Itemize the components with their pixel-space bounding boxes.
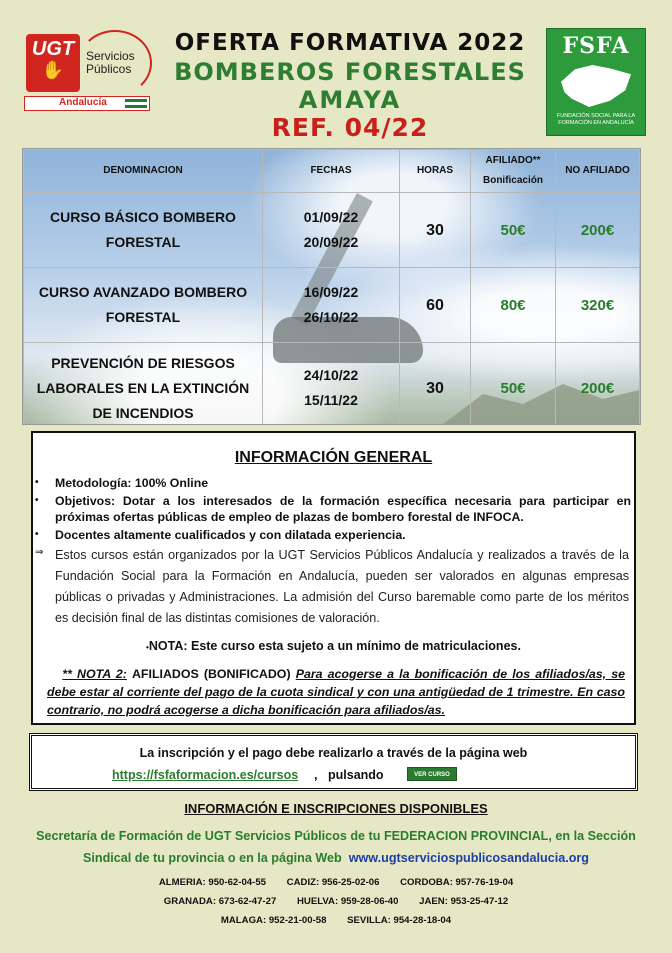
member-price: 80€ bbox=[471, 268, 556, 343]
course-dates bbox=[263, 268, 400, 343]
info-paragraph: Estos cursos están organizados por la UGT Servicios Públicos Andalucía y realizados a través de la Fundación Social para la Formación en Andalucía, pueden ser valorados en algunas empresas públicas o privadas y Administraciones. La admisión del Curso baremable como parte de los méritos es decisión final de las distintas comisiones de valoración. bbox=[55, 548, 629, 625]
header-member-line2: Bonificación bbox=[482, 175, 543, 186]
table-row bbox=[24, 193, 640, 268]
course-name-line: PREVENCIÓN DE RIESGOS bbox=[51, 354, 235, 371]
course-name bbox=[24, 343, 263, 426]
contact-cordoba: CORDOBA: 957-76-19-04 bbox=[400, 877, 514, 888]
registration-pressing-label: pulsando bbox=[328, 768, 384, 782]
bullet-icon: • bbox=[35, 529, 39, 540]
course-hours: 30 bbox=[400, 193, 471, 268]
header-member bbox=[471, 150, 556, 193]
contact-almeria: ALMERIA: 950-62-04-55 bbox=[158, 877, 266, 888]
course-name-line: CURSO AVANZADO BOMBERO bbox=[38, 284, 248, 300]
non-member-price: 200€ bbox=[556, 343, 640, 426]
course-date-start: 16/09/22 bbox=[303, 284, 359, 300]
course-dates bbox=[263, 193, 400, 268]
page-title: OFERTA FORMATIVA 2022 bbox=[174, 30, 526, 56]
info-title: INFORMACIÓN GENERAL bbox=[234, 449, 433, 466]
ugt-logo-mark bbox=[26, 34, 80, 92]
arrow-right-icon: ⇒ bbox=[35, 547, 44, 558]
location-title: AMAYA bbox=[298, 86, 402, 114]
page-subtitle: BOMBEROS FORESTALES bbox=[174, 58, 526, 86]
footer-line2-text: Sindical de tu provincia o en la página Web bbox=[83, 851, 342, 865]
course-name-line: FORESTAL bbox=[105, 309, 181, 325]
list-item bbox=[33, 475, 631, 491]
contact-granada: GRANADA: 673-62-47-27 bbox=[163, 896, 277, 907]
note-members-discount bbox=[47, 665, 625, 719]
info-bullet-list bbox=[33, 475, 631, 545]
course-date-end: 26/10/22 bbox=[303, 309, 359, 325]
contact-sevilla: SEVILLA: 954-28-18-04 bbox=[347, 915, 452, 926]
andalucia-map-icon bbox=[561, 65, 631, 107]
table-row bbox=[24, 343, 640, 426]
footer-title: INFORMACIÓN E INSCRIPCIONES DISPONIBLES bbox=[184, 801, 488, 816]
ugt-logo-region bbox=[24, 96, 150, 111]
registration-instruction: La inscripción y el pago debe realizarlo a través de la página web bbox=[139, 746, 528, 760]
course-hours: 60 bbox=[400, 268, 471, 343]
list-item bbox=[33, 527, 631, 543]
note2-text: Para acogerse a la bonificación de los afiliados/as, se debe estar al corriente del pago de la cuota sindical y con una antigüedad de 1 trimestre. En caso contrario, no podrá acogerse a dicha bonificación para afiliados/as. bbox=[47, 667, 626, 717]
note-minimum-enrollment bbox=[33, 639, 634, 653]
course-name-line: LABORALES EN LA EXTINCIÓN bbox=[36, 379, 250, 396]
ugt-logo-label bbox=[86, 50, 135, 76]
website-link[interactable]: www.ugtserviciospublicosandalucia.org bbox=[348, 851, 589, 865]
ugt-logo bbox=[22, 30, 150, 114]
header-non-member: NO AFILIADO bbox=[556, 150, 640, 193]
general-info-box bbox=[31, 431, 636, 725]
contact-cadiz: CADIZ: 956-25-02-06 bbox=[286, 877, 380, 888]
courses-link[interactable]: https://fsfaformacion.es/cursos bbox=[112, 768, 299, 782]
non-member-price: 320€ bbox=[556, 268, 640, 343]
table-row bbox=[24, 268, 640, 343]
course-hours: 30 bbox=[400, 343, 471, 426]
course-name-line: CURSO BÁSICO BOMBERO bbox=[50, 209, 236, 225]
contact-huelva: HUELVA: 959-28-06-40 bbox=[296, 896, 399, 907]
ugt-logo-line1: Servicios bbox=[86, 49, 135, 63]
bullet-icon: • bbox=[35, 495, 39, 506]
member-price: 50€ bbox=[471, 343, 556, 426]
bullet-text: Docentes altamente cualificados y con dilatada experiencia. bbox=[55, 528, 406, 542]
bullet-icon: • bbox=[35, 477, 39, 488]
footer-line1: Secretaría de Formación de UGT Servicios Públicos de tu FEDERACION PROVINCIAL, en la Sección bbox=[36, 829, 636, 843]
note2-label: ** NOTA 2: bbox=[62, 667, 127, 681]
note-text: NOTA: Este curso esta sujeto a un mínimo de matriculaciones. bbox=[148, 639, 521, 653]
course-name-line: DE INCENDIOS bbox=[92, 404, 194, 421]
list-item bbox=[33, 493, 631, 525]
ugt-logo-region-label: Andalucía bbox=[59, 97, 107, 108]
fsfa-logo bbox=[546, 28, 646, 136]
header-hours: HORAS bbox=[400, 150, 471, 193]
registration-box bbox=[29, 733, 638, 791]
header-name: DENOMINACION bbox=[24, 150, 263, 193]
bullet-text: Metodología: 100% Online bbox=[55, 476, 209, 490]
course-dates bbox=[263, 343, 400, 426]
course-name bbox=[24, 193, 263, 268]
member-price: 50€ bbox=[471, 193, 556, 268]
view-course-button[interactable]: VER CURSO bbox=[407, 767, 457, 781]
fsfa-logo-subtitle: FUNDACIÓN SOCIAL PARA LA FORMACIÓN EN ANDALUCÍA bbox=[556, 113, 636, 126]
contact-malaga: MALAGA: 952-21-00-58 bbox=[220, 915, 327, 926]
contacts-row bbox=[0, 877, 672, 888]
course-date-start: 01/09/22 bbox=[303, 209, 359, 225]
reference-code: REF. 04/22 bbox=[271, 113, 429, 142]
bullet-icon: • bbox=[146, 643, 149, 652]
contacts-row bbox=[0, 896, 672, 907]
registration-separator: , bbox=[314, 768, 318, 782]
non-member-price: 200€ bbox=[556, 193, 640, 268]
course-table bbox=[22, 148, 641, 425]
course-table-grid bbox=[23, 149, 640, 425]
contacts-row bbox=[0, 915, 672, 926]
footer-line2 bbox=[0, 851, 672, 865]
table-header-row bbox=[24, 150, 640, 193]
fsfa-logo-brand: FSFA bbox=[562, 33, 630, 59]
ugt-logo-line2: Públicos bbox=[86, 62, 132, 76]
contact-jaen: JAEN: 953-25-47-12 bbox=[419, 896, 509, 907]
bullet-text: Objetivos: Dotar a los interesados de la formación específica necesaria para participar en próximas ofertas públicas de empleo de plazas de bombero forestal de INFOCA. bbox=[55, 494, 631, 524]
handshake-icon: ✋ bbox=[41, 60, 65, 80]
course-date-start: 24/10/22 bbox=[303, 367, 359, 383]
course-name-line: FORESTAL bbox=[105, 234, 181, 250]
course-date-end: 20/09/22 bbox=[303, 234, 359, 250]
header-dates: FECHAS bbox=[263, 150, 400, 193]
note2-heading: AFILIADOS (BONIFICADO) bbox=[131, 667, 291, 681]
course-name bbox=[24, 268, 263, 343]
header-member-line1: AFILIADO** bbox=[485, 155, 541, 166]
ugt-logo-brand: UGT bbox=[31, 38, 75, 60]
andalucia-flag-icon bbox=[125, 99, 147, 108]
course-date-end: 15/11/22 bbox=[304, 392, 358, 408]
